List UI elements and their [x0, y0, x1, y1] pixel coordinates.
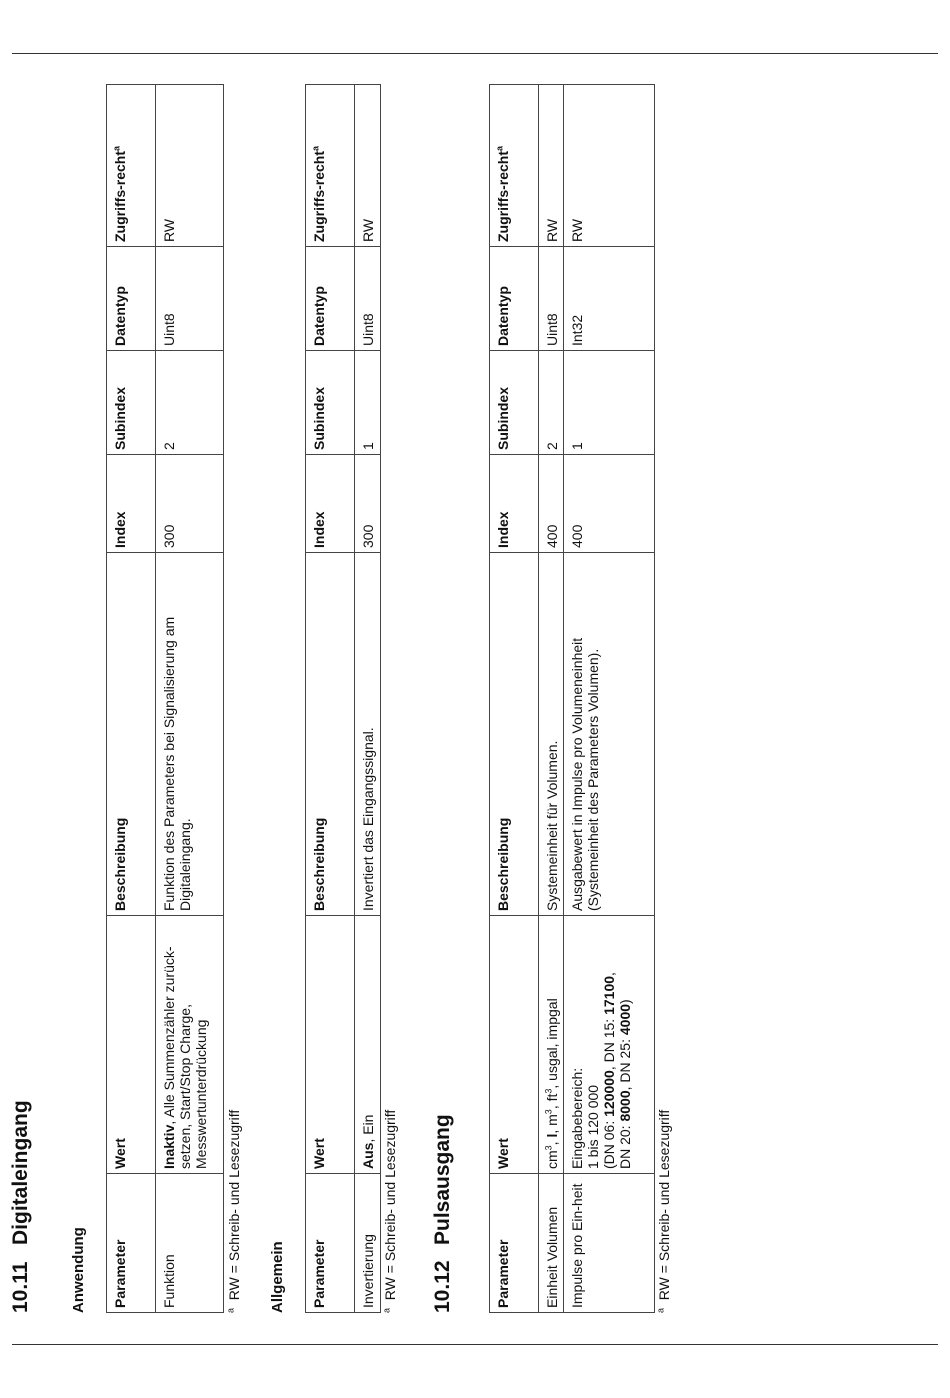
default-value: Aus	[360, 1142, 376, 1169]
cell-datentyp: Uint8	[355, 247, 381, 351]
cell-beschreibung: Systemeinheit für Volumen.	[539, 553, 564, 916]
header-zugriffsrecht-label: Zugriffs-recht	[112, 151, 128, 242]
footnote-marker: a	[310, 145, 321, 151]
header-index: Index	[107, 455, 156, 553]
header-subindex: Subindex	[306, 351, 355, 455]
header-wert: Wert	[490, 916, 539, 1174]
header-wert: Wert	[306, 916, 355, 1174]
cell-wert	[539, 916, 564, 1174]
section-heading-pulsausgang	[431, 1114, 455, 1313]
cell-parameter: Einheit Volumen	[539, 1174, 564, 1313]
footnote-text: RW = Schreib- und Lesezugriff	[656, 1109, 672, 1301]
table-row	[156, 85, 224, 1313]
cell-subindex: 2	[539, 351, 564, 455]
header-beschreibung: Beschreibung	[306, 553, 355, 916]
section-number: 10.11	[9, 1261, 32, 1313]
cell-beschreibung: Funktion des Parameters bei Signalisierung am Digitaleingang.	[156, 553, 224, 916]
cell-wert	[564, 916, 655, 1174]
default-value: Inaktiv	[161, 1124, 177, 1169]
header-parameter: Parameter	[107, 1174, 156, 1313]
table-row	[539, 85, 564, 1313]
cell-wert	[156, 916, 224, 1174]
default-values-line-1	[601, 922, 617, 1169]
header-index: Index	[490, 455, 539, 553]
dn-default: 4000	[617, 1003, 633, 1036]
cell-index: 300	[156, 455, 224, 553]
footnote-pulsausgang	[656, 1110, 672, 1313]
footnote-marker: a	[494, 145, 505, 151]
cell-subindex: 1	[355, 351, 381, 455]
section-title: Digitaleingang	[9, 1100, 32, 1245]
footnote-marker: a	[111, 145, 122, 151]
cell-parameter: Impulse pro Ein-heit	[564, 1174, 655, 1313]
footnote-allgemein	[382, 1110, 398, 1313]
header-datentyp: Datentyp	[306, 247, 355, 351]
dn-separator: )	[617, 999, 633, 1004]
cell-index: 400	[539, 455, 564, 553]
section-heading-digitaleingang	[9, 1100, 33, 1313]
dn-default: 8000	[617, 1090, 633, 1122]
unit-cm: cm	[544, 1150, 560, 1169]
dn-label: , DN 15:	[601, 1014, 617, 1071]
subheading-anwendung: Anwendung	[70, 1227, 87, 1313]
other-values: , Ein	[360, 1114, 376, 1143]
cell-datentyp: Uint8	[539, 247, 564, 351]
header-parameter: Parameter	[306, 1174, 355, 1313]
table-pulsausgang	[489, 84, 655, 1313]
footnote-marker: a	[655, 1307, 666, 1313]
header-datentyp: Datentyp	[107, 247, 156, 351]
other-values: , Alle Summenzähler zurück-setzen, Start/Stop Charge, Messwertunterdrückung	[161, 946, 209, 1169]
footnote-marker: a	[225, 1307, 236, 1313]
header-parameter: Parameter	[490, 1174, 539, 1313]
footnote-text: RW = Schreib- und Lesezugriff	[382, 1109, 398, 1301]
header-beschreibung: Beschreibung	[490, 553, 539, 916]
table-header-row	[490, 85, 539, 1313]
header-subindex: Subindex	[107, 351, 156, 455]
header-zugriffsrecht-label: Zugriffs-recht	[495, 151, 511, 242]
cell-index: 400	[564, 455, 655, 553]
unit-rest: , usgal, impgal	[544, 998, 560, 1089]
header-zugriffsrecht-label: Zugriffs-recht	[311, 151, 327, 242]
header-wert: Wert	[107, 916, 156, 1174]
section-number: 10.12	[431, 1260, 454, 1313]
cell-datentyp: Uint8	[156, 247, 224, 351]
range-value: 1 bis 120 000	[585, 1084, 601, 1169]
unit-exponent: 3	[543, 1145, 554, 1151]
dn-default: 17100	[601, 975, 617, 1015]
dn-separator: ,	[601, 972, 617, 976]
footnote-text: RW = Schreib- und Lesezugriff	[226, 1109, 242, 1301]
table-allgemein	[305, 84, 381, 1313]
cell-parameter: Invertierung	[355, 1174, 381, 1313]
table-header-row	[107, 85, 156, 1313]
unit-exponent: 3	[543, 1109, 554, 1115]
unit-m: , m	[544, 1114, 560, 1134]
subheading-allgemein: Allgemein	[269, 1241, 286, 1313]
dn-default: 120000	[601, 1070, 617, 1117]
cell-zugriffsrecht: RW	[355, 85, 381, 247]
table-row	[564, 85, 655, 1313]
footnote-marker: a	[381, 1307, 392, 1313]
dn-label: , DN 25:	[617, 1035, 633, 1091]
header-beschreibung: Beschreibung	[107, 553, 156, 916]
header-subindex: Subindex	[490, 351, 539, 455]
section-title: Pulsausgang	[431, 1114, 454, 1245]
cell-subindex: 1	[564, 351, 655, 455]
table-header-row	[306, 85, 355, 1313]
unit-separator: ,	[544, 1137, 560, 1146]
header-zugriffsrecht	[107, 85, 156, 247]
cell-wert	[355, 916, 381, 1174]
header-zugriffsrecht	[306, 85, 355, 247]
table-anwendung	[106, 84, 224, 1313]
unit-exponent: 3	[543, 1088, 554, 1094]
cell-zugriffsrecht: RW	[539, 85, 564, 247]
header-index: Index	[306, 455, 355, 553]
header-datentyp: Datentyp	[490, 247, 539, 351]
cell-zugriffsrecht: RW	[156, 85, 224, 247]
cell-zugriffsrecht: RW	[564, 85, 655, 247]
dn-label: (DN 06:	[601, 1116, 617, 1169]
footnote-anwendung	[226, 1110, 242, 1313]
cell-beschreibung: Ausgabewert in Impulse pro Volumeneinheit (Systemeinheit des Parameters Volumen).	[564, 553, 655, 916]
unit-ft: , ft	[544, 1093, 560, 1110]
cell-subindex: 2	[156, 351, 224, 455]
cell-beschreibung: Invertiert das Eingangssignal.	[355, 553, 381, 916]
cell-parameter: Funktion	[156, 1174, 224, 1313]
table-row	[355, 85, 381, 1313]
default-values-line-2	[617, 922, 633, 1169]
dn-label: DN 20:	[617, 1121, 633, 1169]
default-unit: l	[544, 1133, 560, 1138]
cell-datentyp: Int32	[564, 247, 655, 351]
cell-index: 300	[355, 455, 381, 553]
range-label: Eingabebereich:	[569, 1067, 585, 1169]
header-zugriffsrecht	[490, 85, 539, 247]
